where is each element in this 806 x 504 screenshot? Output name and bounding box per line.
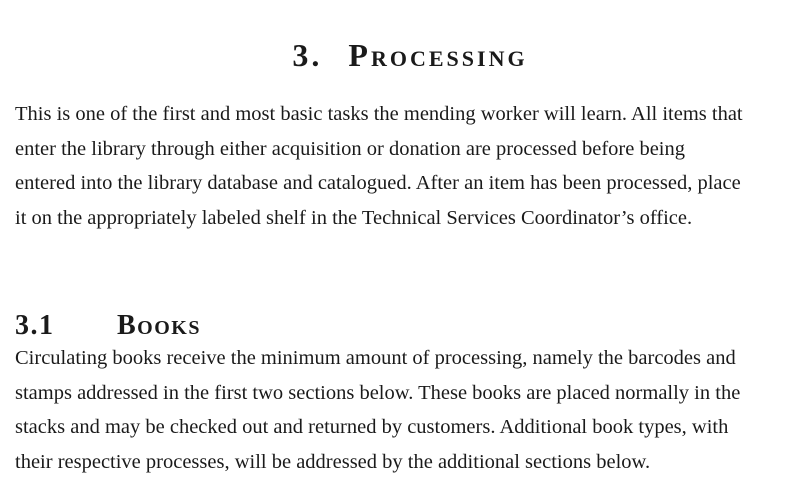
paragraph-line: stacks and may be checked out and returned by customers. Additional book types, with <box>15 416 729 438</box>
paragraph-line: it on the appropriately labeled shelf in the Technical Services Coordinator’s office. <box>15 206 693 229</box>
paragraph-line: This is one of the first and most basic tasks the mending worker will learn. All items that <box>15 103 743 125</box>
section-number: 3.1 <box>15 310 55 342</box>
paragraph-line: Circulating books receive the minimum amount of processing, namely the barcodes and <box>15 347 736 369</box>
paragraph-line: their respective processes, will be addressed by the additional sections below. <box>15 450 651 473</box>
chapter-number: 3. <box>292 37 323 74</box>
section-title: Books <box>117 310 201 342</box>
section-heading <box>15 308 201 344</box>
paragraph-line: stamps addressed in the first two sections below. These books are placed normally in the <box>15 381 741 404</box>
paragraph-line: enter the library through either acquisition or donation are processed before being <box>15 137 685 160</box>
chapter-heading <box>15 35 805 75</box>
chapter-title: Processing <box>348 37 528 74</box>
paragraph-line: entered into the library database and catalogued. After an item has been processed, place <box>15 172 741 194</box>
books-paragraph <box>15 341 797 479</box>
intro-paragraph <box>15 97 797 235</box>
